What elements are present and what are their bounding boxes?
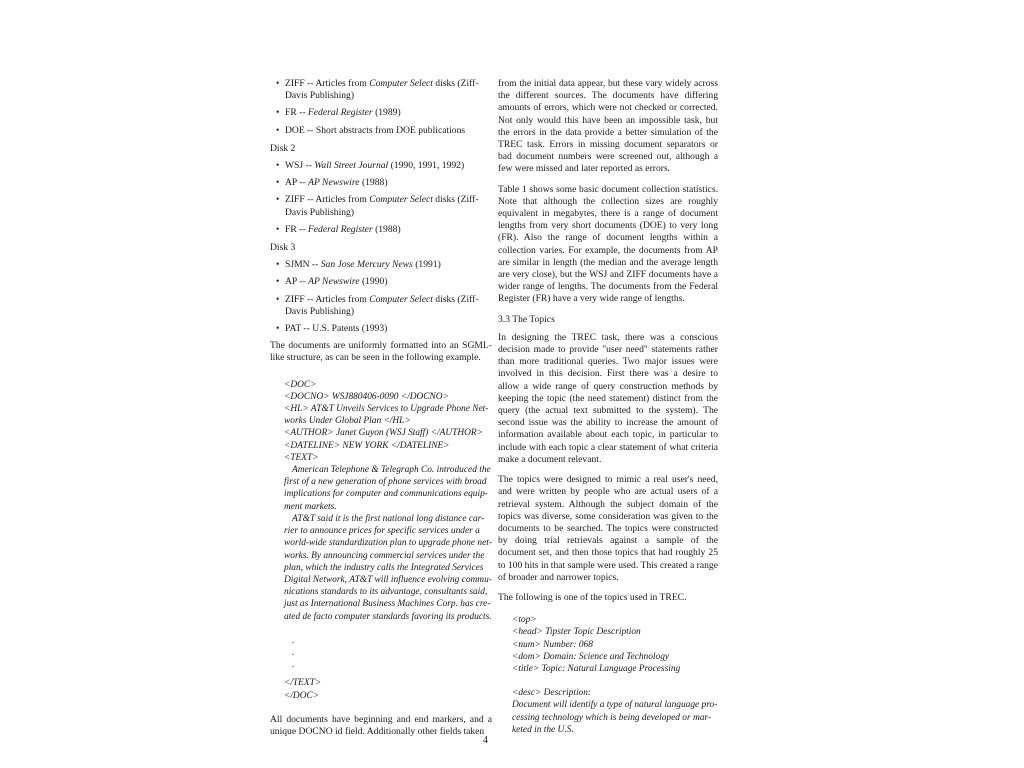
bullet-icon: • xyxy=(276,78,280,89)
collection-list-item xyxy=(270,323,492,335)
item-publication-title: AP Newswire xyxy=(308,177,360,189)
doc-text-paragraph-1 xyxy=(284,464,492,513)
item-suffix: disks (Ziff-Davis Publishing) xyxy=(285,194,479,218)
sgml-intro-paragraph: The documents are uniformly formatted into an SGML-like structure, as can be seen in the following example. xyxy=(270,340,492,364)
collection-list-item xyxy=(270,107,492,119)
doc-text-line: first of a new generation of phone services with broad xyxy=(284,477,487,488)
doc-text-line: plan, which the industry calls the Integrated Services xyxy=(284,562,484,573)
right-column xyxy=(498,78,718,748)
collection-list-item xyxy=(270,125,492,137)
bullet-icon: • xyxy=(276,276,280,288)
bullet-icon: • xyxy=(276,124,280,136)
item-prefix: FR -- xyxy=(285,223,308,235)
item-prefix: SJMN -- xyxy=(285,259,321,271)
item-publication-title: Computer Select xyxy=(369,78,433,89)
doc-text-line: American Telephone & Telegraph Co. introduced the xyxy=(292,465,491,476)
doc-text-line: world-wide standardization plan to upgrade phone net- xyxy=(284,538,492,549)
bullet-icon: • xyxy=(276,177,280,189)
left-column xyxy=(270,78,492,742)
topic-lines xyxy=(512,614,718,675)
doc-text-line: AT&T said it is the first national long distance car- xyxy=(292,513,485,524)
right-paragraph-2: Table 1 shows some basic document collection statistics. Note that although the collection sizes are roughly equivalent in megabytes, there is a range of document lengths from very short documents (DOE) to very long (FR). Also the range of document lengths within a collection varies. For example, the documents from AP are similar in length (the median and the average length are very close), but the WSJ and ZIFF documents have a wider range of lengths. The documents from the Federal Register (FR) have a very wide range of lengths. xyxy=(498,183,718,305)
disk2-list xyxy=(270,160,492,236)
topic-markup-line: <top> xyxy=(512,615,537,626)
topic-markup-line: <dom> Domain: Science and Technology xyxy=(512,651,670,662)
right-paragraph-4: The topics were designed to mimic a real user's need, and were written by people who are actual users of a retrieval system. Although the subject domain of the topics was diverse, some consideration was given to the documents to be searched. The topics were constructed by doing trial retrievals against a sample of the document set, and then those topics that had roughly 25 to 100 hits in that sample were used. This created a range of broader and narrower topics. xyxy=(498,474,718,583)
collection-list-item xyxy=(270,276,492,288)
topic-example xyxy=(512,614,718,736)
doc-ellipsis-2: . xyxy=(292,647,295,658)
bullet-icon: • xyxy=(276,160,280,172)
item-suffix: (1990) xyxy=(359,276,388,288)
doc-markup-line: <HL> AT&T Unveils Services to Upgrade Phone Net- xyxy=(284,404,489,415)
right-paragraph-5: The following is one of the topics used in TREC. xyxy=(498,591,687,603)
disk1-list xyxy=(270,78,492,137)
item-publication-title: Computer Select xyxy=(369,293,433,305)
doc-text-line: nications standards to its advantage, consultants said, xyxy=(284,587,488,598)
closing-paragraph: All documents have beginning and end markers, and a unique DOCNO id field. Additionally other fields taken xyxy=(270,713,492,737)
bullet-icon: • xyxy=(276,293,280,305)
collection-list-item xyxy=(270,294,492,318)
item-prefix: DOE -- Short abstracts from DOE publications xyxy=(285,124,466,136)
disk2-heading: Disk 2 xyxy=(270,142,296,154)
disk3-list xyxy=(270,259,492,335)
item-publication-title: Federal Register xyxy=(307,107,373,119)
item-suffix: (1991) xyxy=(412,259,441,271)
doc-markup-line: works Under Global Plan </HL> xyxy=(284,416,411,427)
page-number: 4 xyxy=(483,735,488,746)
doc-closing-lines xyxy=(284,677,492,701)
doc-text-line: Digital Network, AT&T will influence evolving commu- xyxy=(284,574,492,585)
item-prefix: ZIFF -- Articles from xyxy=(285,78,370,89)
doc-text-line: just as International Business Machines Corp. has cre- xyxy=(284,599,491,610)
item-suffix: (1989) xyxy=(372,107,401,119)
doc-markup-line: <AUTHOR> Janet Guyon (WSJ Staff) </AUTHOR> xyxy=(284,428,483,439)
item-prefix: AP -- xyxy=(285,276,309,288)
doc-markup-line: <DOCNO> WSJ880406-0090 </DOCNO> xyxy=(284,391,449,402)
doc-markup-line: <DATELINE> NEW YORK </DATELINE> xyxy=(284,440,450,451)
item-prefix: WSJ -- xyxy=(285,160,315,172)
doc-header-lines xyxy=(284,379,492,464)
item-prefix: ZIFF -- Articles from xyxy=(285,194,370,206)
bullet-icon: • xyxy=(276,259,280,271)
item-suffix: (1988) xyxy=(372,223,401,235)
disk3-heading: Disk 3 xyxy=(270,242,296,254)
example-document xyxy=(284,379,492,702)
doc-text-line: rier to announce prices for specific services under a xyxy=(284,526,480,537)
topic-markup-line: <num> Number: 068 xyxy=(512,639,593,650)
item-suffix: (1990, 1991, 1992) xyxy=(388,160,465,172)
doc-text-line: works. By announcing commercial services under the xyxy=(284,550,485,561)
item-publication-title: Wall Street Journal xyxy=(314,160,389,172)
doc-markup-line: </DOC> xyxy=(284,690,320,701)
item-prefix: ZIFF -- Articles from xyxy=(285,293,370,305)
collection-list-item xyxy=(270,194,492,218)
collection-list-item xyxy=(270,78,492,102)
doc-text-line: implications for computer and communications equip- xyxy=(284,489,488,500)
topic-markup-line: <head> Tipster Topic Description xyxy=(512,627,641,638)
doc-text-line: ment markets. xyxy=(284,501,337,512)
item-prefix: PAT -- U.S. Patents (1993) xyxy=(285,323,388,335)
collection-list-item xyxy=(270,259,492,271)
bullet-icon: • xyxy=(276,107,280,119)
item-publication-title: Federal Register xyxy=(307,223,373,235)
item-prefix: FR -- xyxy=(285,107,308,119)
topic-markup-line: <title> Topic: Natural Language Processing xyxy=(512,663,681,674)
item-suffix: (1988) xyxy=(359,177,388,189)
right-paragraph-1: from the initial data appear, but these vary widely across the different sources. The documents have differing amounts of errors, which were not checked or corrected. Not only would this have been an impossible task, but the errors in the data provide a better simulation of the TREC task. Errors in missing document separators or bad document numbers were screened out, although a few were missed and later reported as errors. xyxy=(498,78,718,175)
item-prefix: AP -- xyxy=(285,177,309,189)
collection-list-item xyxy=(270,160,492,172)
topic-desc-line: keted in the U.S. xyxy=(512,724,574,735)
doc-ellipsis-3: . xyxy=(292,660,295,671)
item-publication-title: Computer Select xyxy=(369,194,433,206)
item-publication-title: San Jose Mercury News xyxy=(320,259,413,271)
bullet-icon: • xyxy=(276,223,280,235)
topic-desc-line: Document will identify a type of natural language pro- xyxy=(512,700,718,711)
doc-markup-line: <DOC> xyxy=(284,379,317,390)
doc-markup-line: <TEXT> xyxy=(284,452,319,463)
doc-markup-line: </TEXT> xyxy=(284,678,322,689)
collection-list-item xyxy=(270,224,492,236)
bullet-icon: • xyxy=(276,323,280,335)
right-paragraph-3: In designing the TREC task, there was a conscious decision made to provide "user need" statements rather than more traditional queries. Two major issues were involved in this decision. First there was a desire to allow a wide range of query construction methods by keeping the topic (the need statement) distinct from the query (the actual text submitted to the system). The second issue was the ability to increase the amount of information available about each topic, in particular to include with each topic a clear statement of what criteria make a document relevant. xyxy=(498,331,718,465)
topic-desc-line: cessing technology which is being developed or mar- xyxy=(512,712,711,723)
topic-desc-lines xyxy=(512,699,718,736)
item-publication-title: AP Newswire xyxy=(308,276,360,288)
doc-ellipsis-1: . xyxy=(292,635,295,646)
item-suffix: disks (Ziff-Davis Publishing) xyxy=(285,78,479,102)
doc-text-paragraph-2 xyxy=(284,513,492,623)
section-heading-topics: 3.3 The Topics xyxy=(498,313,555,325)
bullet-icon: • xyxy=(276,194,280,206)
collection-list-item xyxy=(270,177,492,189)
item-suffix: disks (Ziff-Davis Publishing) xyxy=(285,293,479,317)
topic-desc-label: <desc> Description: xyxy=(512,688,592,699)
doc-text-line: ated de facto computer standards favoring its products. xyxy=(284,611,492,622)
